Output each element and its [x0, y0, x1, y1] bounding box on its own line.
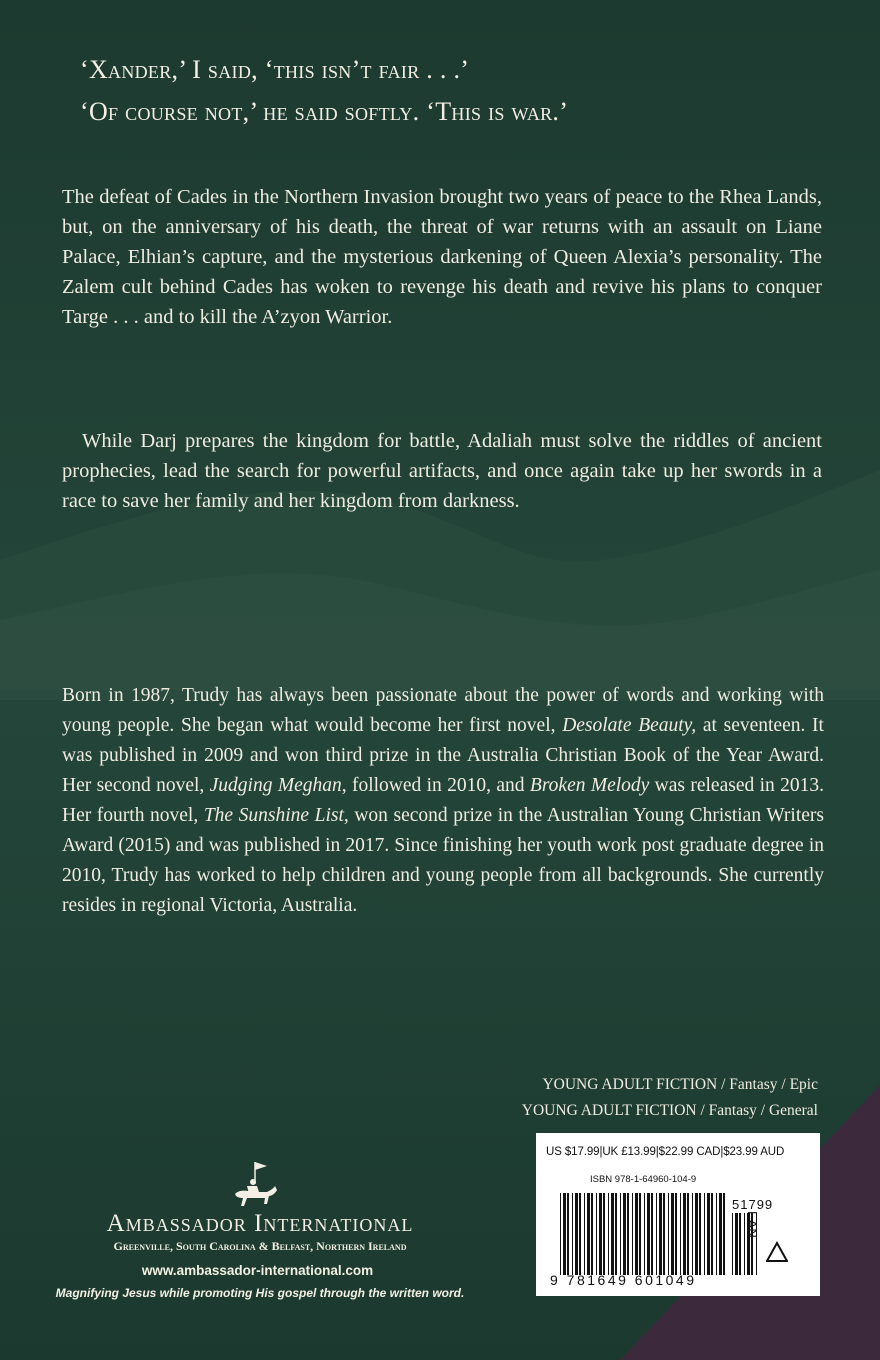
- bisac-category-1: YOUNG ADULT FICTION / Fantasy / Epic: [542, 1076, 818, 1093]
- barcode-bar: [611, 1193, 614, 1275]
- barcode-bar: [639, 1193, 641, 1275]
- barcode-bar: [563, 1193, 566, 1275]
- barcode-bar: [707, 1193, 710, 1275]
- book-title: Broken Melody: [529, 775, 650, 796]
- book-title: Desolate Beauty,: [562, 715, 697, 736]
- triangle-icon: [766, 1241, 788, 1263]
- barcode-bar: [711, 1193, 713, 1275]
- barcode-bar: [623, 1193, 626, 1275]
- barcode-bar: [659, 1193, 662, 1275]
- barcode-bar: [695, 1193, 698, 1275]
- barcode-bar: [644, 1193, 645, 1275]
- barcode-bar: [608, 1193, 609, 1275]
- blurb-paragraph-1: The defeat of Cades in the Northern Invasion brought two years of peace to the Rhea Lands, but, on the anniversary of his death, the threat of war returns with an assault on Liane Palace, Elhian’s capture, and the mysterious darkening of Queen Alexia’s personality. The Zalem cult behind Cades has woken to revenge his death and revive his plans to conquer Targe . . . and to kill the A’zyon Warrior.: [62, 186, 822, 328]
- barcode-bar: [603, 1193, 605, 1275]
- barcode-bar: [692, 1193, 693, 1275]
- barcode-bar: [663, 1193, 665, 1275]
- bisac-category-2: YOUNG ADULT FICTION / Fantasy / General: [521, 1102, 818, 1119]
- barcode-bar: [615, 1193, 617, 1275]
- barcode-bar: [680, 1193, 681, 1275]
- barcode-box: [536, 1133, 820, 1296]
- barcode-bar: [651, 1193, 653, 1275]
- barcode-bar: [699, 1193, 701, 1275]
- ean-label: EAN: [745, 1211, 760, 1238]
- barcode-bar: [572, 1193, 573, 1275]
- barcode-bar: [620, 1193, 621, 1275]
- barcode-bar: [704, 1193, 705, 1275]
- barcode-bar: [656, 1193, 657, 1275]
- barcode-bar: [668, 1193, 669, 1275]
- barcode-bar: [687, 1193, 689, 1275]
- barcode-bar: [732, 1213, 733, 1275]
- barcode-bar: [632, 1193, 633, 1275]
- barcode-bar: [683, 1193, 686, 1275]
- book-title: Judging Meghan: [209, 775, 342, 796]
- blurb-paragraph-2: While Darj prepares the kingdom for battle, Adaliah must solve the riddles of ancient prophecies, lead the search for powerful artifacts, and once again take up her swords in a race to save her family and her kingdom from darkness.: [62, 430, 822, 512]
- barcode-bar: [591, 1193, 593, 1275]
- barcode-bar: [647, 1193, 650, 1275]
- opening-quote-line-1: ‘Xander,’ I said, ‘this isn’t fair . . .’: [80, 55, 470, 84]
- isbn-label: ISBN 978-1-64960-104-9: [590, 1174, 697, 1185]
- barcode-bar: [671, 1193, 674, 1275]
- barcode-bar: [560, 1193, 561, 1275]
- publisher-location: Greenville, South Carolina & Belfast, Northern Ireland: [113, 1239, 407, 1253]
- barcode-bar: [635, 1193, 638, 1275]
- barcode-bar: [579, 1193, 581, 1275]
- knight-on-horse-icon: [227, 1160, 281, 1216]
- barcode-bar: [584, 1193, 585, 1275]
- publisher-tagline: Magnifying Jesus while promoting His gospel through the written word.: [55, 1286, 465, 1300]
- barcode-number: 9 781649 601049: [550, 1272, 697, 1288]
- barcode-bar: [723, 1193, 725, 1275]
- barcode-bar: [567, 1193, 569, 1275]
- barcode-bar: [627, 1193, 629, 1275]
- barcode-bar: [735, 1213, 738, 1275]
- barcode-bar: [716, 1193, 717, 1275]
- book-title: The Sunshine List: [203, 805, 344, 826]
- barcode-supplement: 51799: [732, 1197, 774, 1212]
- opening-quote-line-2: ‘Of course not,’ he said softly. ‘This is war.’: [80, 97, 569, 126]
- author-bio: Born in 1987, Trudy has always been passionate about the power of words and working with young people. She began what would become her first novel, Desolate Beauty, at seventeen. It was published in 2009 and won third prize in the Australia Christian Book of the Year Award. Her second novel, Judging Meghan, followed in 2010, and Broken Melody was released in 2013. Her fourth novel, The Sunshine List, won second prize in the Australian Young Christian Writers Award (2015) and was published in 2017. Since finishing her youth work post graduate degree in 2010, Trudy has worked to help children and young people from all backgrounds. She currently resides in regional Victoria, Australia.: [62, 685, 824, 916]
- barcode-bar: [596, 1193, 597, 1275]
- barcode-bar: [599, 1193, 602, 1275]
- publisher-website[interactable]: www.ambassador-international.com: [141, 1263, 374, 1278]
- barcode-bar: [575, 1193, 578, 1275]
- publisher-name: Ambassador International: [106, 1210, 414, 1237]
- price-line: US $17.99|UK £13.99|$22.99 CAD|$23.99 AUD: [546, 1146, 785, 1158]
- barcode-bar: [587, 1193, 590, 1275]
- barcode-bar: [719, 1193, 722, 1275]
- barcode-bar: [675, 1193, 677, 1275]
